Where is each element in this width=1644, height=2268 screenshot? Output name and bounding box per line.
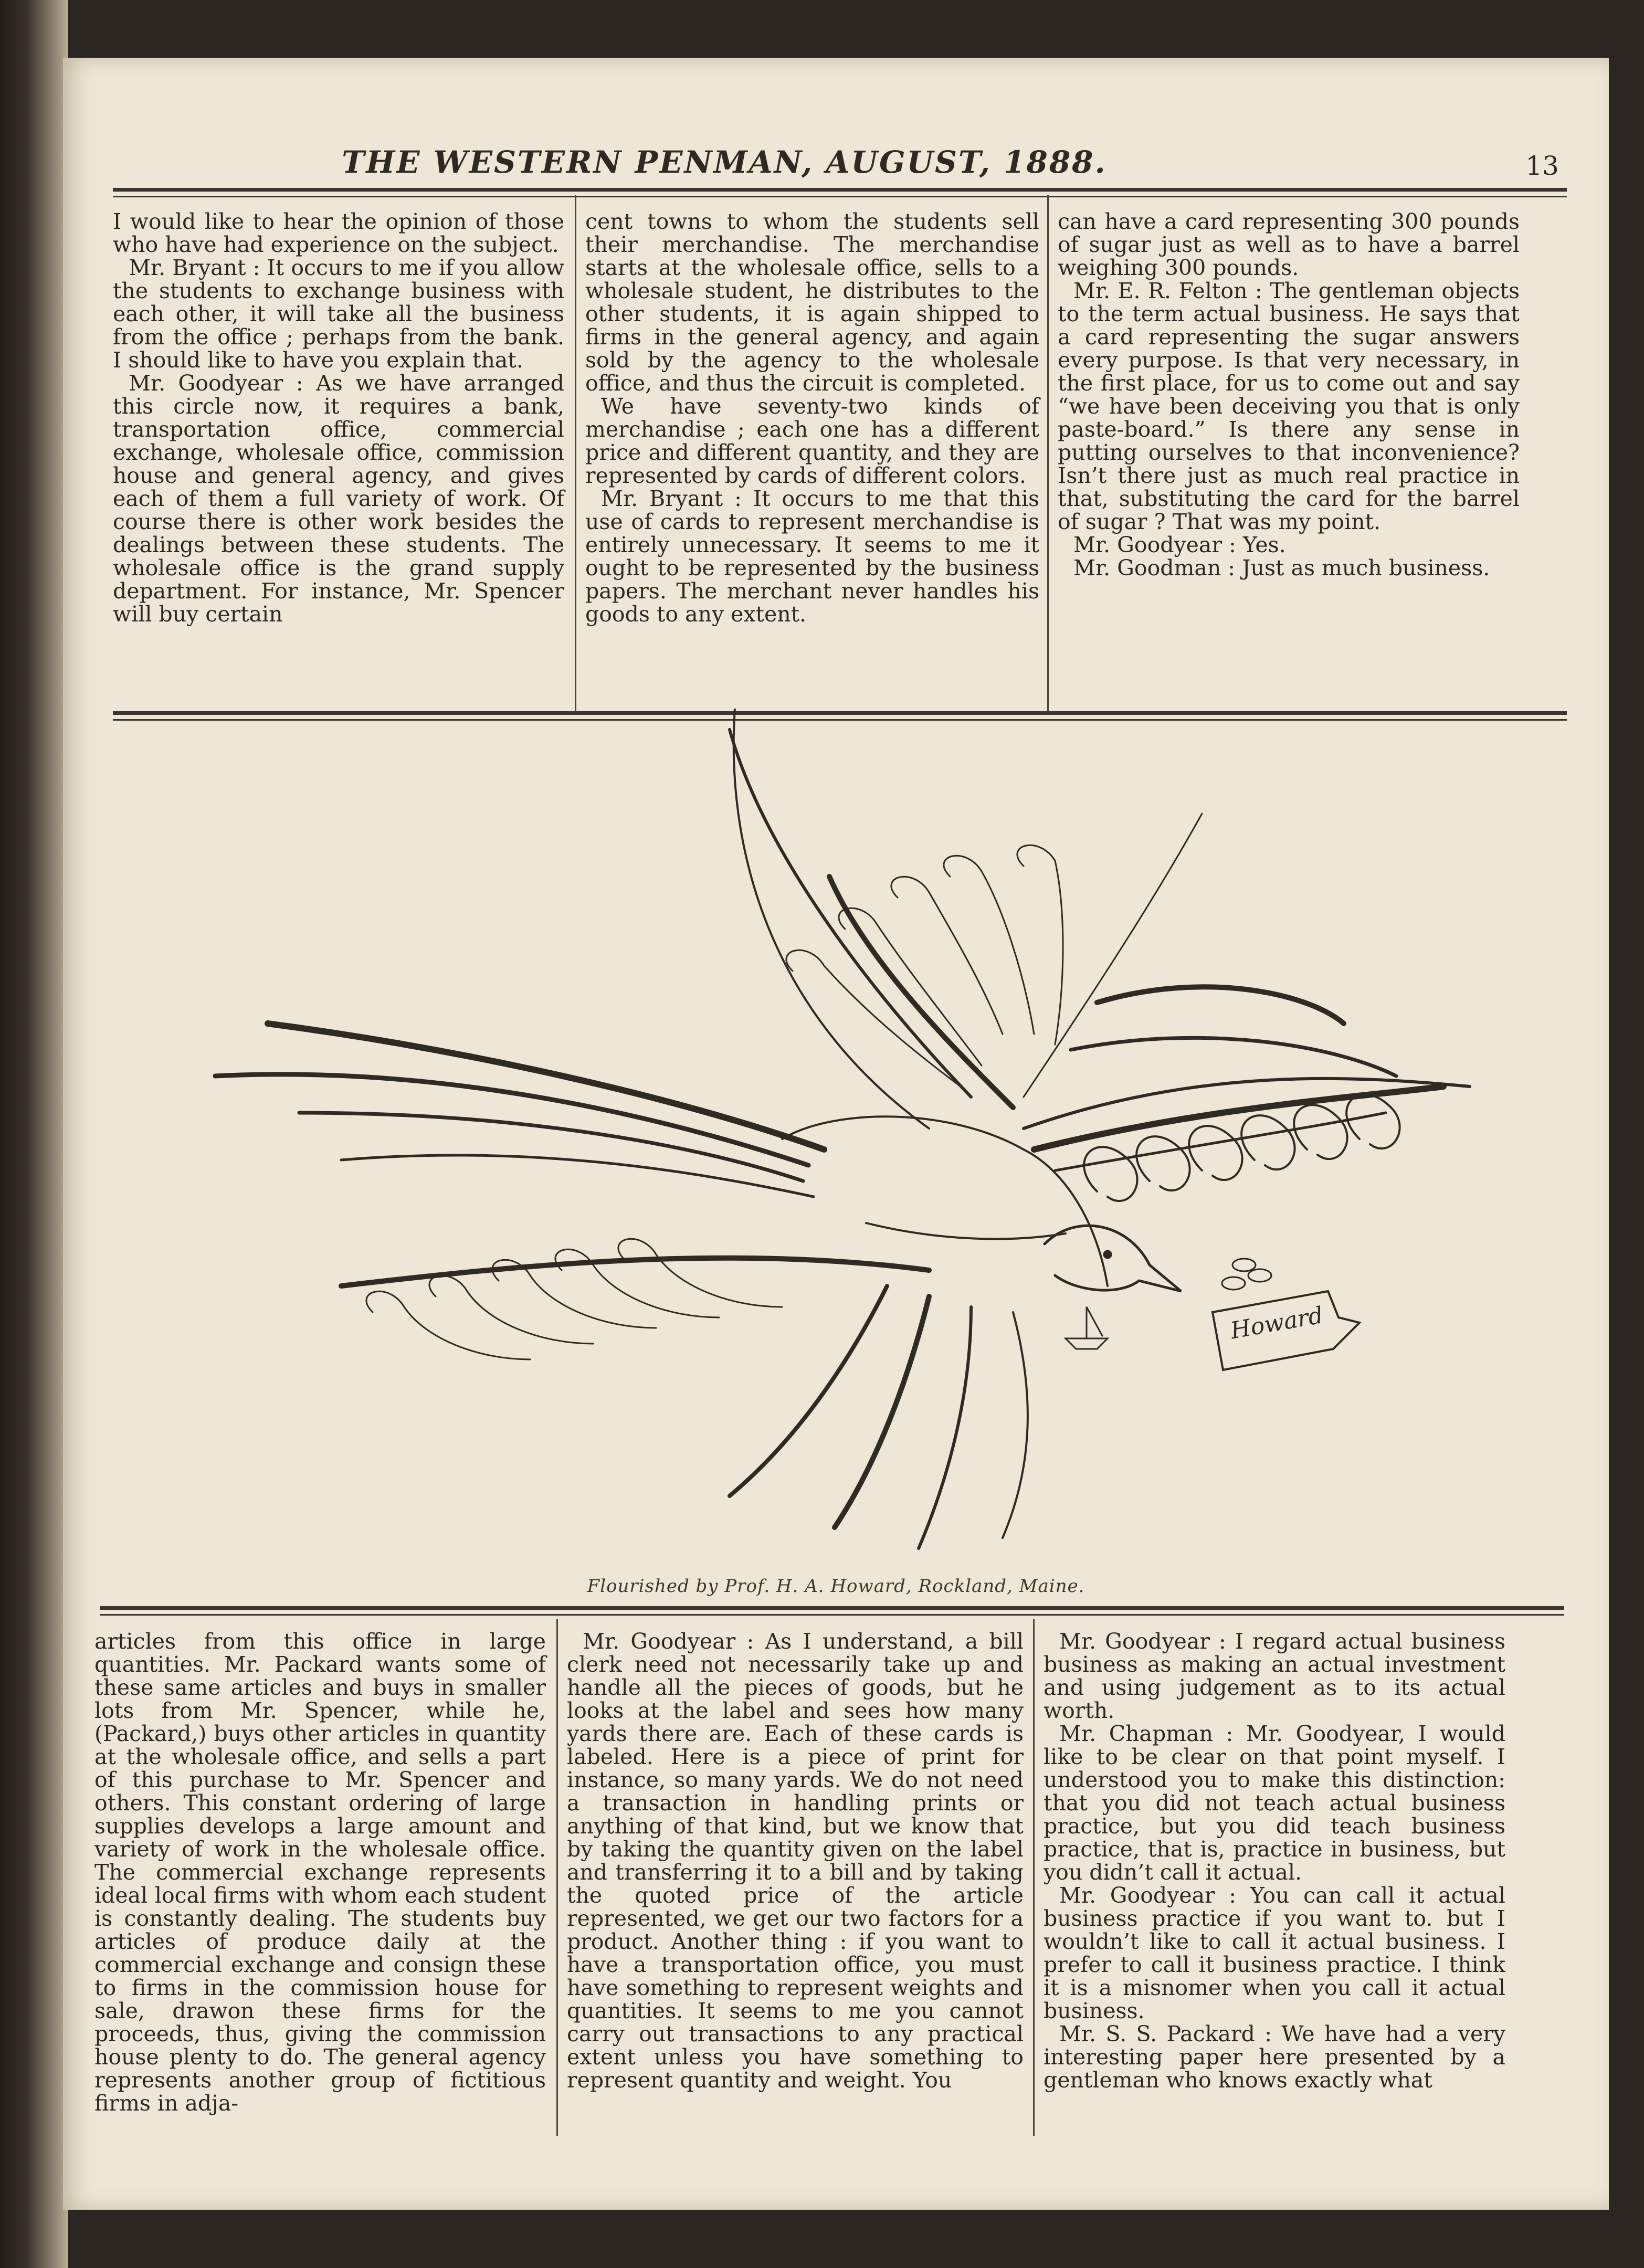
bottom-column-2 bbox=[567, 1630, 1024, 2092]
paragraph: Mr. Bryant : It occurs to me if you allow the students to exchange business with each other, it will take all the business from the office ; perhaps from the bank. I should like to have you explain that. bbox=[113, 255, 564, 373]
bottom-column-1 bbox=[94, 1630, 546, 2115]
top-column-3 bbox=[1058, 210, 1520, 579]
paragraph: Mr. Goodyear : I regard actual business business as making an actual investment and using judgement as to its actual worth. bbox=[1044, 1629, 1505, 1723]
paragraph: can have a card representing 300 pounds of sugar just as well as to have a barrel weighing 300 pounds. bbox=[1058, 209, 1520, 280]
paragraph: Mr. Goodman : Just as much business. bbox=[1073, 555, 1490, 581]
paragraph: Mr. Chapman : Mr. Goodyear, I would like to be clear on that point myself. I understood you to make this distinction: that you did not teach actual business practice, but you did teach business practice, that is, practice in business, but you didn’t call it actual. bbox=[1044, 1721, 1505, 1885]
header-rule bbox=[113, 188, 1567, 197]
illustration-caption: Flourished by Prof. H. A. Howard, Rockland, Maine. bbox=[587, 1576, 1085, 1597]
banner-text: Howard bbox=[1228, 1302, 1325, 1345]
section-rule bbox=[100, 1606, 1564, 1616]
running-head: THE WESTERN PENMAN, AUGUST, 1888. bbox=[342, 144, 1107, 180]
paragraph: Mr. Goodyear : You can call it actual business practice if you want to. but I wouldn’t like to call it actual business. I prefer to call it business practice. I think it is a misnomer when you call it actual business. bbox=[1044, 1883, 1505, 2023]
column-divider bbox=[1047, 195, 1049, 712]
paragraph: Mr. E. R. Felton : The gentleman objects to the term actual business. He says that a card representing the sugar answers every purpose. Is that very necessary, in the first place, for us to come out and say “we have been deceiving you that is only paste-board.” Is there any sense in putting ourselves to that inconvenience? Isn’t there just as much real practice in that, substituting the card for the barrel of sugar ? That was my point. bbox=[1058, 278, 1520, 534]
bottom-column-3 bbox=[1044, 1630, 1505, 2092]
paragraph: Mr. Bryant : It occurs to me that this use of cards to represent merchandise is entirely unnecessary. It seems to me it ought to be represented by the business papers. The merchant never handles his goods to any extent. bbox=[585, 486, 1039, 627]
top-column-1 bbox=[113, 210, 564, 626]
column-divider bbox=[556, 1619, 558, 2136]
column-divider bbox=[1033, 1619, 1035, 2136]
paragraph: We have seventy-two kinds of merchandise ; each one has a different price and different quantity, and they are represented by cards of different colors. bbox=[585, 394, 1039, 488]
newspaper-page bbox=[63, 58, 1609, 2210]
paragraph: Mr. S. S. Packard : We have had a very interesting paper here presented by a gentleman who knows exactly what bbox=[1044, 2021, 1505, 2093]
paragraph: I would like to hear the opinion of those who have had experience on the subject. bbox=[113, 209, 564, 257]
paragraph: Mr. Goodyear : As we have arranged this circle now, it requires a bank, transportation office, commercial exchange, wholesale office, commission house and general agency, and gives each of them a full variety of work. Of course there is other work besides the dealings between these students. The wholesale office is the grand supply department. For instance, Mr. Spencer will buy certain bbox=[113, 371, 564, 627]
page-header bbox=[105, 144, 1575, 192]
page-number: 13 bbox=[1525, 151, 1559, 181]
paragraph: cent towns to whom the students sell their merchandise. The merchandise starts at the wholesale office, sells to a wholesale student, he distributes to the other students, it is again shipped to firms in the general agency, and again sold by the agency to the wholesale office, and thus the circuit is completed. bbox=[585, 209, 1039, 396]
paragraph: articles from this office in large quantities. Mr. Packard wants some of these same articles and buys in smaller lots from Mr. Spencer, while he, (Packard,) buys other articles in quantity at the wholesale office, and sells a part of this purchase to Mr. Spencer and others. This constant ordering of large supplies develops a large amount and variety of work in the wholesale office. The commercial exchange represents ideal local firms with whom each student is constantly dealing. The students buy articles of produce daily at the commercial exchange and consign these to firms in the commission house for sale, drawon these firms for the proceeds, thus, giving the commission house plenty to do. The general agency represents another group of fictitious firms in adja- bbox=[94, 1629, 546, 2116]
bird-flourish-illustration bbox=[205, 709, 1485, 1559]
paragraph: Mr. Goodyear : Yes. bbox=[1073, 532, 1286, 557]
top-column-2 bbox=[585, 210, 1039, 626]
paragraph: Mr. Goodyear : As I understand, a bill clerk need not necessarily take up and handle all the pieces of goods, but he looks at the label and sees how many yards there are. Each of these cards is labeled. Here is a piece of print for instance, so many yards. We do not need a transaction in handling prints or anything of that kind, but we know that by taking the quantity given on the label and transferring it to a bill and by taking the quoted price of the article represented, we get our two factors for a product. Another thing : if you want to have a transportation office, you must have something to represent weights and quantities. It seems to me you cannot carry out transactions to any practical extent unless you have something to represent quantity and weight. You bbox=[567, 1629, 1024, 2093]
scan-binding-edge bbox=[0, 0, 68, 2268]
column-divider bbox=[575, 195, 576, 712]
